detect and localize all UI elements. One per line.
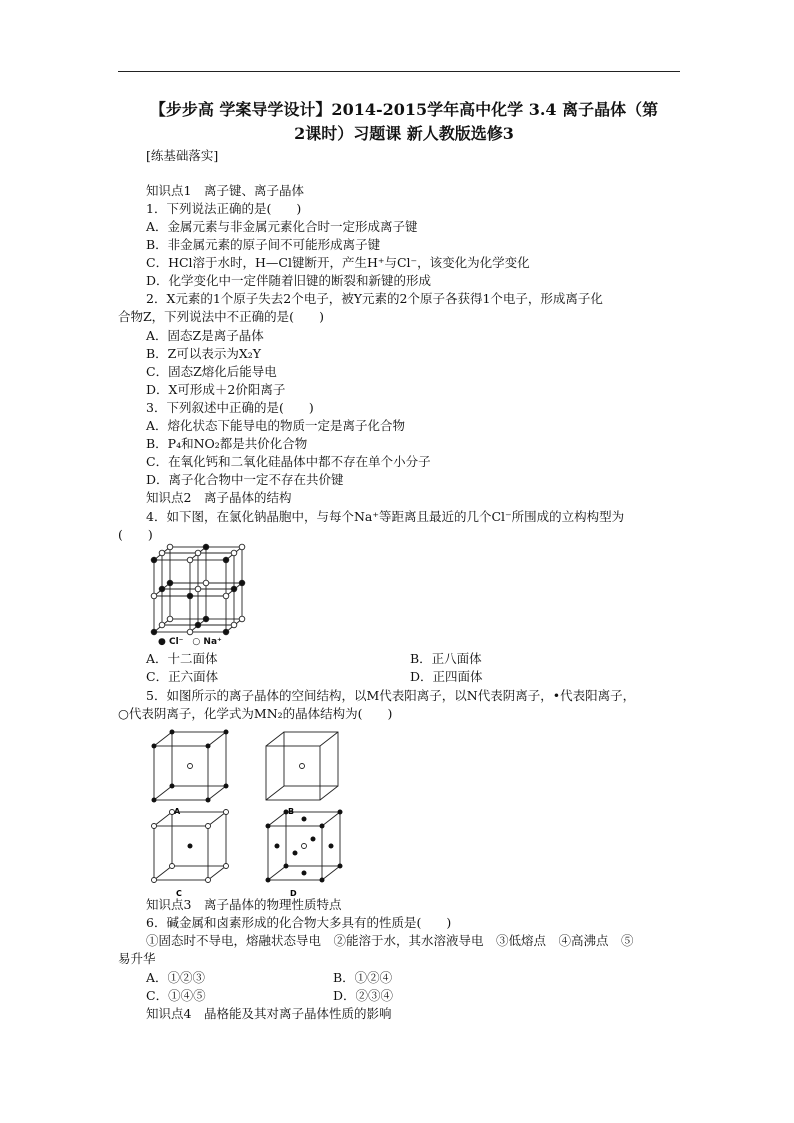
knowledge-point-3: 知识点3 离子晶体的物理性质特点 [146,897,342,912]
structure-b-figure [262,728,342,818]
question-1: 1．下列说法正确的是( ) [146,201,302,216]
q3-option-a: A．熔化状态下能导电的物质一定是离子化合物 [146,418,406,433]
label-d: D [290,889,297,898]
nacl-legend: ● Cl⁻ ○ Na⁺ [158,637,222,647]
label-b: B [288,807,295,816]
q6-option-c: C．①④⑤ [146,988,206,1003]
q4-option-b: B．正八面体 [410,651,482,666]
label-a: A [174,807,181,816]
q1-option-a: A．金属元素与非金属元素化合时一定形成离子键 [146,219,418,234]
question-6-statements-cont: 易升华 [118,951,156,966]
q4-option-d: D．正四面体 [410,669,483,684]
q6-option-d: D．②③④ [333,988,394,1003]
document-title [118,98,690,146]
q4-option-c: C．正六面体 [146,669,219,684]
q2-option-b: B．Z可以表示为X₂Y [146,346,262,361]
knowledge-point-4: 知识点4 晶格能及其对离子晶体性质的影响 [146,1006,392,1021]
question-6-statements: ①固态时不导电，熔融状态导电 ②能溶于水，其水溶液导电 ③低熔点 ④高沸点 ⑤ [146,933,634,948]
question-6: 6．碱金属和卤素形成的化合物大多具有的性质是( ) [146,915,452,930]
q3-option-c: C．在氧化钙和二氧化硅晶体中都不存在单个小分子 [146,454,431,469]
title-line-2: 2课时）习题课 新人教版选修3 [294,124,514,143]
question-2-line-2: 合物Z，下列说法中不正确的是( ) [118,309,324,324]
question-3: 3．下列叙述中正确的是( ) [146,400,314,415]
question-5-line-2: ○代表阴离子，化学式为MN₂的晶体结构为( ) [118,706,393,721]
knowledge-point-1: 知识点1 离子键、离子晶体 [146,183,304,198]
label-c: C [176,889,182,898]
knowledge-point-2: 知识点2 离子晶体的结构 [146,490,292,505]
q6-option-b: B．①②④ [333,970,393,985]
q6-option-a: A．①②③ [146,970,206,985]
q2-option-d: D．X可形成＋2价阳离子 [146,382,286,397]
structure-c-figure [150,808,230,898]
section-heading: [练基础落实] [146,148,219,163]
structure-d-figure [264,808,344,898]
question-4-line-2: ( ) [118,527,153,542]
q1-option-d: D．化学变化中一定伴随着旧键的断裂和新键的形成 [146,273,432,288]
q3-option-d: D．离子化合物中一定不存在共价键 [146,472,344,487]
header-rule [118,71,680,72]
structure-a-figure [150,728,230,818]
q1-option-c: C．HCl溶于水时，H—Cl键断开，产生H⁺与Cl⁻，该变化为化学变化 [146,255,530,270]
nacl-unit-cell-figure [148,542,248,642]
q3-option-b: B．P₄和NO₂都是共价化合物 [146,436,308,451]
question-4-line-1: 4．如下图，在氯化钠晶胞中，与每个Na⁺等距离且最近的几个Cl⁻所围成的立构构型为 [146,509,625,524]
q4-option-a: A．十二面体 [146,651,218,666]
question-5-line-1: 5．如图所示的离子晶体的空间结构，以M代表阳离子，以N代表阴离子，•代表阳离子， [146,688,636,703]
q2-option-c: C．固态Z熔化后能导电 [146,364,277,379]
title-line-1: 【步步高 学案导学设计】2014-2015学年高中化学 3.4 离子晶体（第 [149,100,659,119]
question-2-line-1: 2．X元素的1个原子失去2个电子，被Y元素的2个原子各获得1个电子，形成离子化 [146,291,603,306]
q2-option-a: A．固态Z是离子晶体 [146,328,264,343]
q1-option-b: B．非金属元素的原子间不可能形成离子键 [146,237,381,252]
